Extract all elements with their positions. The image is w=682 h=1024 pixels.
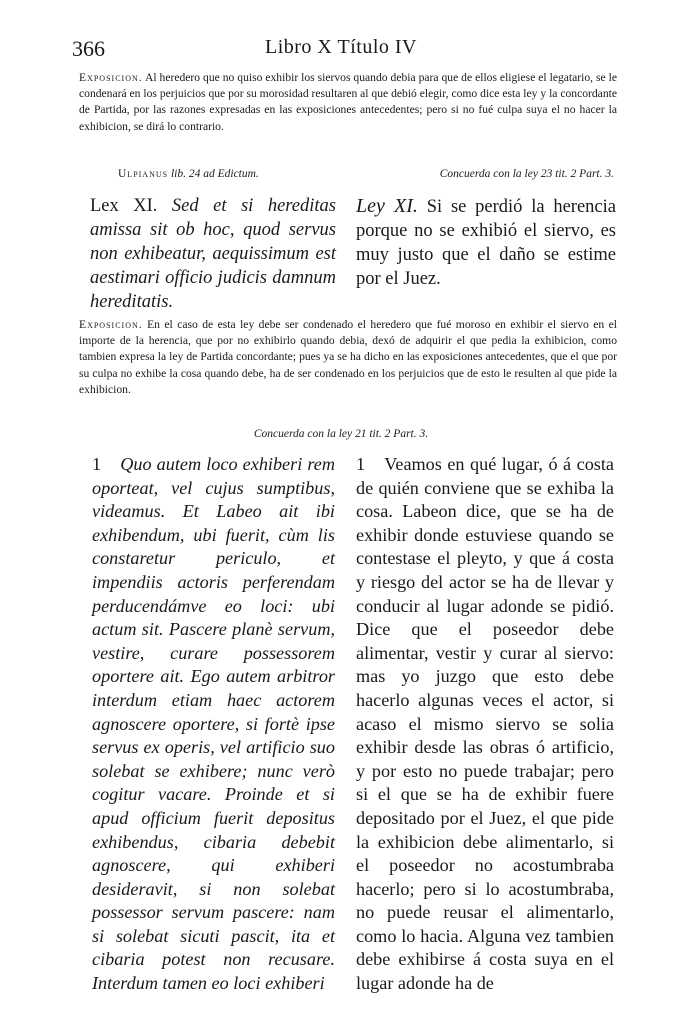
exposicion-lead: Exposicion. — [79, 318, 143, 331]
latin-source — [118, 168, 259, 180]
source-citation: lib. 24 ad Edictum. — [170, 168, 259, 180]
section-latin-column — [92, 453, 335, 996]
lex-latin-heading: Lex XI. — [90, 196, 158, 216]
running-title: Libro X Título IV — [264, 36, 417, 58]
lex-latin-text: Sed et si hereditas amissa sit ob hoc, quod servus non exhibeatur, aequissimum est aestimari officio judicis damnum hereditatis. — [90, 196, 336, 312]
ley-spanish-heading: Ley XI. — [356, 195, 418, 217]
exposicion-text: En el caso de esta ley debe ser condenado el heredero que fué moroso en exhibir el siervo en el importe de la herencia, que por no exhibirlo quando debia, dexó de adquirir el que pedia la exhibicion, como tambien expresa la ley de Partida concordante; pues ya se ha dicho en las exposiciones antecedentes, que el que por su culpa no exhibe la cosa quando debe, ha de ser condenado en los perjuicios que de esto le resulten al que pide la exhibicion. — [79, 318, 617, 396]
exposicion-paragraph-1 — [79, 70, 617, 135]
exposicion-lead: Exposicion. — [79, 71, 143, 84]
section-number: 1 — [92, 454, 102, 474]
exposicion-paragraph-2 — [79, 317, 617, 398]
page-number: 366 — [72, 36, 105, 61]
source-author: Ulpianus — [118, 168, 169, 180]
ley-spanish-column — [356, 194, 616, 291]
section-spanish-column — [356, 453, 614, 996]
concordance-reference-2: Concuerda con la ley 21 tit. 2 Part. 3. — [253, 428, 429, 440]
source-references — [118, 168, 614, 184]
section-number: 1 — [356, 454, 366, 474]
concordance-reference: Concuerda con la ley 23 tit. 2 Part. 3. — [439, 168, 614, 180]
section-spanish-text: Veamos en qué lugar, ó á costa de quién conviene que se exhiba la cosa. Labeon dice, que se ha de exhibir donde estuviese quando se contestase el pleyto, y que á costa y riesgo del actor se ha de llevar y conducir al lugar adonde se pidió. Dice que el poseedor debe alimentar, vestir y curar al siervo: mas yo juzgo que esto debe hacerlo algunas veces el actor, si acaso el mismo siervo se solia exhibir desde las obras ó artificio, y por esto no puede trabajar; pero si el que se ha de exhibir fuere depositado por el Juez, el que pide la exhibicion debe alimentarlo, si el poseedor no acostumbraba hacerlo; pero si lo acostumbraba, no puede reusar el alimentarlo, como lo hacia. Alguna vez tambien debe exhibirse á costa suya en el lugar adonde ha de — [356, 454, 614, 994]
lex-latin-column — [90, 194, 336, 314]
ley-spanish-text: Si se perdió la herencia porque no se exhibió el siervo, es muy justo que el daño se estime por el Juez. — [356, 197, 616, 289]
exposicion-text: Al heredero que no quiso exhibir los siervos quando debia para que de ellos eligiese el legatario, se le condenará en los perjuicios que por su morosidad resultaren al que debió elegir, como dice esta ley y la concordante de Partida, por las razones expresadas en las exposiciones antecedentes; pero si no fué culpa suya el no hacer la exhibicion, se dirá lo contrario. — [79, 71, 617, 133]
running-head — [72, 36, 610, 66]
section-latin-text: Quo autem loco exhiberi rem oporteat, vel cujus sumptibus, videamus. Et Labeo ait ibi exhibendum, ubi fuerit, cùm lis constaretur periculo, et impendiis actoris perferendam perducendámve eo loci: ubi actum sit. Pascere planè servum, vestire, curare possessorem oportere ait. Ego autem arbitror interdum etiam haec actorem agnoscere oportere, si fortè ipse servus ex operis, vel artificio suo solebat se exhibere; nunc verò cogitur vacare. Proinde et si apud officium fuerit depositus exhibendus, cibaria debebit agnoscere, qui exhiberi desideravit, si non solebat possessor servum pascere: nam si solebat sicuti pascit, ita et cibaria potest non recusare. Interdum tamen eo loci exhiberi — [92, 454, 335, 994]
